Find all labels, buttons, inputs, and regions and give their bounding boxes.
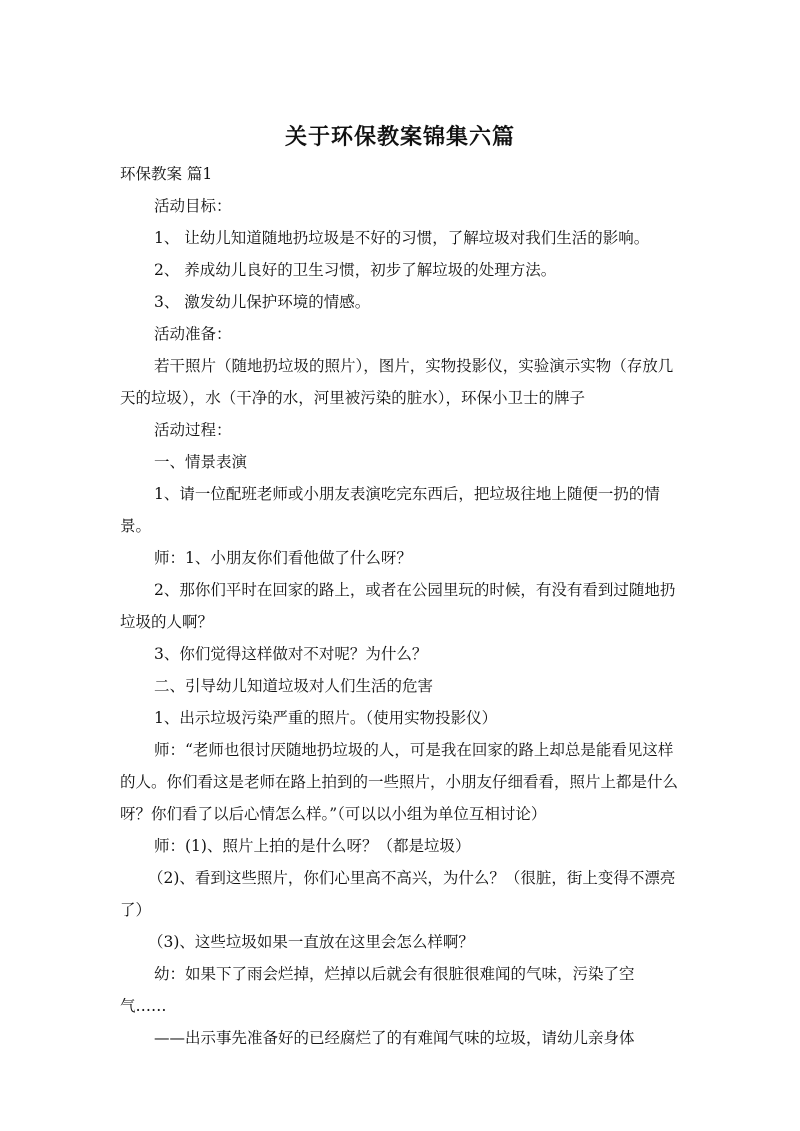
paragraph: 师：“老师也很讨厌随地扔垃圾的人，可是我在回家的路上却总是能看见这样的人。你们看这是老师在路上拍到的一些照片，小朋友仔细看看，照片上都是什么呀？你们看了以后心情怎么样。”（可以以小组为单位互相讨论） bbox=[120, 741, 679, 823]
paragraph: （2)、看到这些照片，你们心里高不高兴，为什么？（很脏，街上变得不漂亮了） bbox=[120, 869, 676, 919]
paragraph: 3、 激发幼儿保护环境的情感。 bbox=[154, 293, 371, 311]
paragraph: 3、你们觉得这样做对不对呢？为什么？ bbox=[154, 645, 428, 663]
paragraph: 活动目标： bbox=[154, 197, 232, 215]
document-title: 关于环保教案锦集六篇 bbox=[284, 125, 515, 150]
paragraph: 一、情景表演 bbox=[154, 453, 248, 471]
paragraph: 2、 养成幼儿良好的卫生习惯，初步了解垃圾的处理方法。 bbox=[154, 261, 557, 279]
paragraph: 1、 让幼儿知道随地扔垃圾是不好的习惯，了解垃圾对我们生活的影响。 bbox=[154, 229, 650, 247]
paragraph: 师：1、小朋友你们看他做了什么呀？ bbox=[154, 549, 412, 567]
paragraph: 活动过程： bbox=[154, 421, 232, 439]
paragraph: 1、请一位配班老师或小朋友表演吃完东西后，把垃圾往地上随便一扔的情景。 bbox=[120, 485, 660, 535]
paragraph: ——出示事先准备好的已经腐烂了的有难闻气味的垃圾，请幼儿亲身体 bbox=[154, 1029, 635, 1047]
paragraph: 二、引导幼儿知道垃圾对人们生活的危害 bbox=[154, 677, 434, 695]
paragraph: 2、那你们平时在回家的路上，或者在公园里玩的时候，有没有看到过随地扔垃圾的人啊？ bbox=[120, 581, 676, 631]
paragraph: 师：(1)、照片上拍的是什么呀？（都是垃圾） bbox=[154, 837, 471, 855]
paragraph: 1、出示垃圾污染严重的照片。（使用实物投影仪） bbox=[154, 709, 498, 727]
document-body bbox=[120, 158, 680, 1054]
paragraph: 幼：如果下了雨会烂掉，烂掉以后就会有很脏很难闻的气味，污染了空气…… bbox=[120, 965, 635, 1015]
paragraph: 若干照片（随地扔垃圾的照片），图片，实物投影仪，实验演示实物（存放几天的垃圾），水（干净的水，河里被污染的脏水），环保小卫士的牌子 bbox=[120, 357, 674, 407]
paragraph: （3)、这些垃圾如果一直放在这里会怎么样啊？ bbox=[148, 933, 474, 951]
paragraph: 活动准备： bbox=[154, 325, 232, 343]
section-heading: 环保教案 篇1 bbox=[120, 165, 213, 183]
